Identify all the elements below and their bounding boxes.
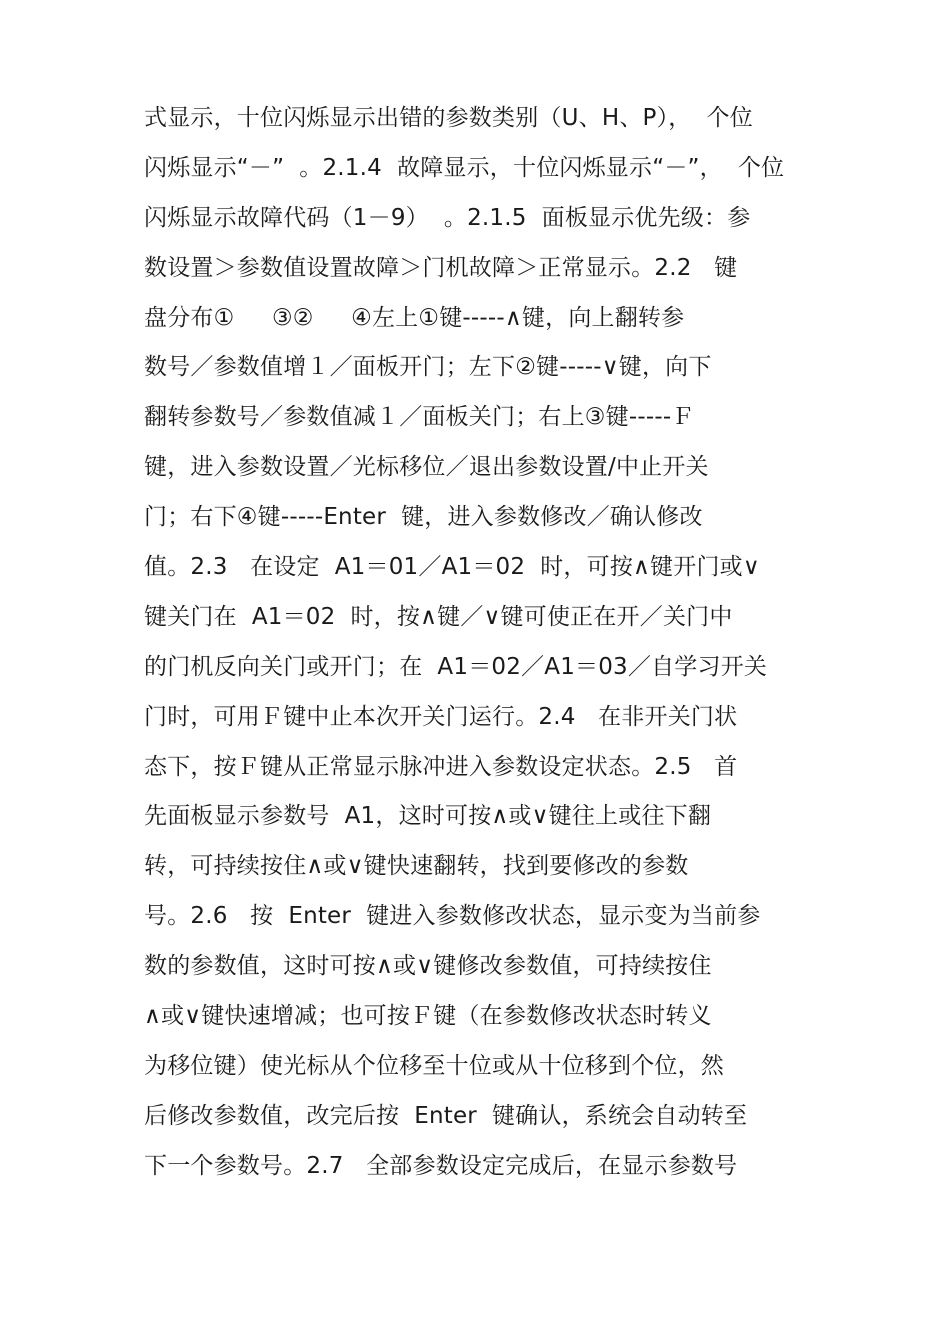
text-line: 键关门在 A1＝02 时，按∧键／∨键可使正在开／关门中 <box>144 603 733 630</box>
body-text <box>144 94 814 1192</box>
text-line: 后修改参数值，改完后按 Enter 键确认，系统会自动转至 <box>144 1102 748 1129</box>
text-line: 为移位键）使光标从个位移至十位或从十位移到个位，然 <box>144 1052 724 1079</box>
text-line: ∧或∨键快速增减；也可按Ｆ键（在参数修改状态时转义 <box>144 1003 712 1030</box>
text-line: 闪烁显示故障代码（1－9） 。2.1.5 面板显示优先级：参 <box>144 204 751 231</box>
text-line: 号。2.6 按 Enter 键进入参数修改状态，显示变为当前参 <box>144 903 761 930</box>
text-line: 数设置＞参数值设置故障＞门机故障＞正常显示。2.2 键 <box>144 254 738 281</box>
text-line: 先面板显示参数号 A1，这时可按∧或∨键往上或往下翻 <box>144 803 712 830</box>
text-line: 数号／参数值增１／面板开门；左下②键-----∨键，向下 <box>144 354 712 381</box>
text-line: 的门机反向关门或开门；在 A1＝02／A1＝03／自学习开关 <box>144 653 768 680</box>
text-line: 翻转参数号／参数值减１／面板关门；右上③键-----Ｆ <box>144 404 695 431</box>
text-line: 门；右下④键-----Enter 键，进入参数修改／确认修改 <box>144 504 703 531</box>
text-line: 式显示，十位闪烁显示出错的参数类别（U、H、P）， 个位 <box>144 105 753 131</box>
text-line: 闪烁显示“－” 。2.1.4 故障显示，十位闪烁显示“－”， 个位 <box>144 154 785 181</box>
text-line: 转，可持续按住∧或∨键快速翻转，找到要修改的参数 <box>144 853 689 880</box>
text-line: 值。2.3 在设定 A1＝01／A1＝02 时，可按∧键开门或∨ <box>144 554 760 581</box>
text-line: 盘分布① ③② ④左上①键-----∧键，向上翻转参 <box>144 304 685 331</box>
text-line: 数的参数值，这时可按∧或∨键修改参数值，可持续按住 <box>144 953 712 980</box>
text-line: 门时，可用Ｆ键中止本次开关门运行。2.4 在非开关门状 <box>144 703 738 730</box>
text-line: 态下，按Ｆ键从正常显示脉冲进入参数设定状态。2.5 首 <box>144 753 738 780</box>
text-line: 下一个参数号。2.7 全部参数设定完成后，在显示参数号 <box>144 1152 738 1179</box>
text-line: 键，进入参数设置／光标移位／退出参数设置/中止开关 <box>144 454 709 481</box>
